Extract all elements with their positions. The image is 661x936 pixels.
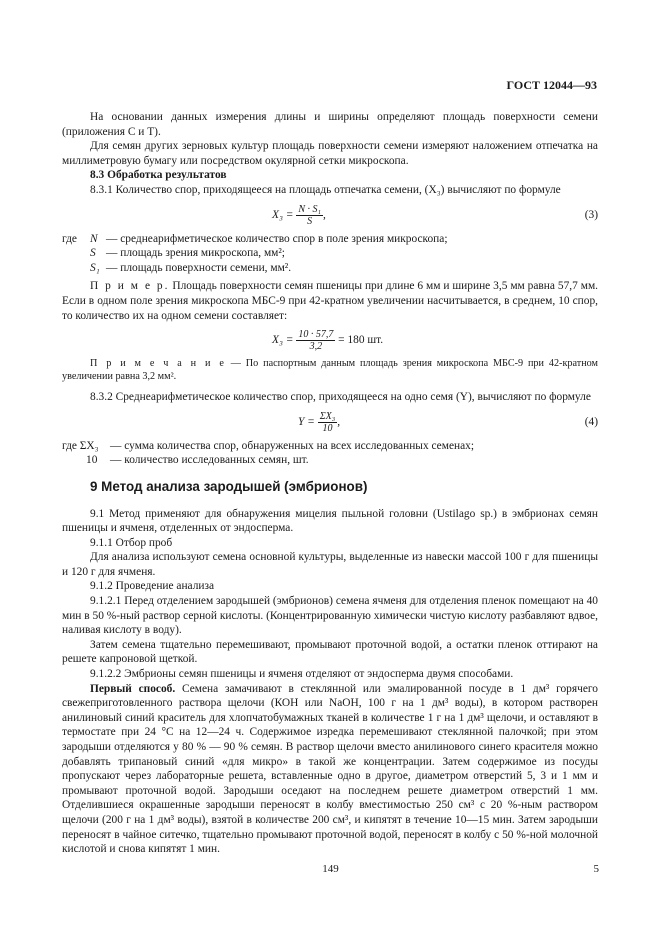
formula-tail: , bbox=[337, 415, 341, 428]
formula-fraction bbox=[296, 204, 323, 227]
formula-tail: , bbox=[322, 208, 326, 221]
example-paragraph bbox=[62, 279, 598, 323]
paragraph: На основании данных измерения длины и ширины определяют площадь поверхности семени (приложения С и Т). bbox=[62, 111, 598, 138]
subsection-heading: 8.3 Обработка результатов bbox=[90, 169, 227, 182]
definition-symbol: S bbox=[90, 247, 96, 260]
formula-lhs: X₃ = bbox=[272, 208, 294, 221]
formula-4 bbox=[62, 405, 598, 439]
formula-3 bbox=[62, 198, 598, 232]
formula-numerator: N · S₁ bbox=[298, 203, 321, 215]
formula-lhs: X₃ = bbox=[272, 334, 294, 347]
formula-tail: = 180 шт. bbox=[338, 334, 384, 347]
definition-lead: где bbox=[62, 232, 77, 245]
definition-lead bbox=[62, 261, 90, 276]
formula-denominator: 10 bbox=[322, 422, 333, 434]
note-text: — По паспортным данным площадь зрения микроскопа МБС-9 при 42-кратном увеличении равна 3,2 мм². bbox=[62, 358, 598, 383]
formula-denominator: S bbox=[307, 215, 313, 227]
standard-header: ГОСТ 12044—93 bbox=[506, 78, 597, 92]
definition-lead bbox=[62, 246, 90, 261]
formula-fraction bbox=[296, 329, 335, 352]
page-content bbox=[62, 110, 598, 857]
example-label: П р и м е р. bbox=[90, 280, 170, 293]
formula-expression bbox=[272, 329, 383, 352]
formula-example bbox=[62, 323, 598, 357]
paragraph: 9.1.2.2 Эмбрионы семян пшеницы и ячменя отделяют от эндосперма двумя способами. bbox=[90, 668, 514, 681]
note-label: П р и м е ч а н и е bbox=[90, 358, 226, 370]
example-text: Площадь поверхности семян пшеницы при длине 6 мм и ширине 3,5 мм равна 57,7 мм. Если в одном поле зрения микроскопа МБС-9 при 42-кратном увеличении насчитывается, в среднем, 10 спор, то количество их на одном семени составляет: bbox=[62, 280, 598, 322]
paragraph: 8.3.2 Среднеарифметическое количество спор, приходящееся на одно семя (Y), вычисляют по формуле bbox=[90, 391, 591, 404]
definition-lead: где ΣX₃ bbox=[62, 439, 99, 452]
paragraph: Для семян других зерновых культур площадь поверхности семени измеряют наложением отпечатка на миллиметровую бумагу или посредством окулярной сетки микроскопа. bbox=[62, 140, 598, 167]
formula-fraction bbox=[318, 410, 341, 434]
formula-numerator: ΣX₃ bbox=[319, 410, 336, 422]
definition-row bbox=[62, 246, 598, 261]
paragraph: 9.1.1 Отбор проб bbox=[90, 536, 173, 549]
definition-text: — сумма количества спор, обнаруженных на всех исследованных семенах; bbox=[110, 439, 475, 452]
definitions-list bbox=[62, 439, 598, 468]
method-label: Первый способ. bbox=[90, 682, 176, 695]
paragraph: 9.1 Метод применяют для обнаружения мицелия пыльной головни (Ustilago sp.) в эмбрионах семян пшеницы и ячменя, отделенных от эндосперма. bbox=[62, 507, 598, 535]
formula-expression bbox=[298, 411, 340, 434]
formula-lhs: Y = bbox=[298, 415, 315, 428]
section-heading: 9 Метод анализа зародышей (эмбрионов) bbox=[90, 478, 368, 494]
definition-text: — количество исследованных семян, шт. bbox=[110, 454, 309, 467]
paragraph: Затем семена тщательно перемешивают, промывают проточной водой, а остатки пленок оттирают на решете капроновой щеткой. bbox=[62, 638, 598, 666]
paragraph bbox=[62, 682, 598, 857]
formula-number: (3) bbox=[584, 208, 598, 221]
definition-symbol: N bbox=[90, 232, 98, 245]
paragraph: 9.1.2.1 Перед отделением зародышей (эмбрионов) семена ячменя для отделения пленок помещают на 40 мин в 50 %-ный раствор серной кислоты. (Концентрированную химически чистую кислоту разбавляют вдвое, наливая кислоту в воду). bbox=[62, 595, 598, 637]
definitions-list bbox=[62, 232, 598, 276]
paragraph: 9.1.2 Проведение анализа bbox=[90, 580, 215, 593]
note-paragraph bbox=[62, 357, 598, 383]
formula-expression bbox=[272, 204, 326, 227]
definition-text: — площадь поверхности семени, мм². bbox=[106, 261, 292, 274]
definition-row bbox=[62, 261, 598, 276]
definition-row bbox=[62, 232, 598, 247]
definition-row bbox=[62, 439, 598, 454]
definition-symbol: S₁ bbox=[90, 261, 100, 274]
page-number-center: 149 bbox=[322, 863, 339, 875]
formula-denominator: 3,2 bbox=[309, 341, 323, 353]
paragraph: 8.3.1 Количество спор, приходящееся на площадь отпечатка семени, (X₃) вычисляют по формуле bbox=[90, 183, 561, 196]
formula-number: (4) bbox=[584, 415, 598, 428]
page-number-right: 5 bbox=[593, 863, 599, 875]
paragraph: Для анализа используют семена основной культуры, выделенные из навески массой 100 г для пшеницы и 120 г для ячменя. bbox=[62, 551, 598, 578]
method-text: Семена замачивают в стеклянной или эмалированной посуде в 1 дм³ горячего свежеприготовленного раствора щелочи (КОН или NaOH, 100 г на 1 дм³ воды), в котором растворен анилиновый синий краситель для хлопчатобумажных тканей в количестве 1 г на 1 дм³ щелочи, и оставляют в термостате при 24 °С на 12—24 ч. Содержимое изредка перемешивают стеклянной палочкой; при этом зародыши отделяются у 80 % — 90 % семян. В раствор щелочи вместо анилинового синего красителя можно добавлять трипановый синий «для микро» в такой же концентрации. Затем содержимое из посуды пропускают через лабораторные решета, вставленные одно в другое, диаметром отверстий 5, 3 и 1 мм и промывают проточной водой. Зародыши оседают на последнем решете диаметром отверстий 1 мм. Отделившиеся окрашенные зародыши переносят в колбу вместимостью 250 см³ с 20 %-ным раствором щелочи (200 г на 1 дм³ воды), взятой в количестве 200 см³, и кипятят в течение 10—15 мин. Затем зародыши переносят в чайное ситечко, тщательно промывают проточной водой, переносят в колбу с 50 %-ной молочной кислотой и снова кипятят 1 мин. bbox=[62, 682, 598, 856]
definition-row bbox=[62, 453, 598, 468]
formula-numerator: 10 · 57,7 bbox=[298, 329, 334, 341]
definition-lead: 10 bbox=[86, 454, 98, 467]
definition-text: — площадь зрения микроскопа, мм²; bbox=[106, 247, 285, 260]
definition-text: — среднеарифметическое количество спор в поле зрения микроскопа; bbox=[106, 232, 448, 245]
